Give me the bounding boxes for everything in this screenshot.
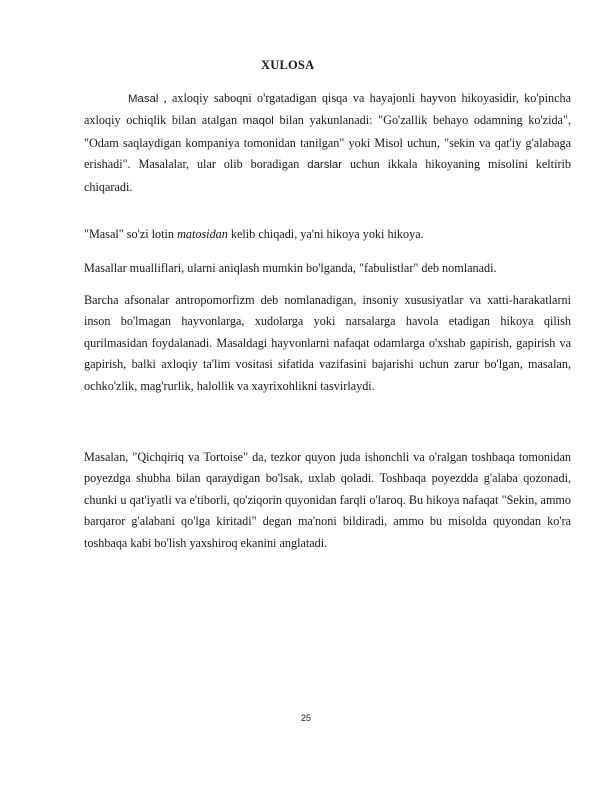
paragraph-anthropomorphism: Barcha afsonalar antropomorfizm deb nomlanadigan, insoniy xususiyatlar va xatti-harakatlarni inson bo'lmagan hayvonlarga, xudolarga yoki narsalarga havola etadigan hikoya qilish qurilmasidan foydalanadi. Masaldagi hayvonlarni nafaqat odamlarga o'xshab gapirish, gapirish va gapirish, balki axloqiy ta'lim vositasi sifatida vazifasini bajarishi uchun zarur bo'lgan, masalan, ochko'zlik, mag'rurlik, halollik va xayrixohlikni tasvirlaydi. (84, 293, 571, 393)
section-title: XULOSA (261, 58, 315, 72)
paragraph-fabulists: Masallar mualliflari, ularni aniqlash mumkin bo'lganda, "fabulistlar" deb nomlanadi. (84, 261, 497, 275)
paragraph-text: uchun ikkala hikoyaning misolini keltirib chiqaradi. (84, 157, 571, 194)
paragraph-text: bilan yakunlanadi: "Go'zallik behayo odamning ko'zida", "Odam saqlaydigan kompaniya tomonidan tanilgan" yoki Misol uchun, "sekin va qat'iy g'alabaga erishadi". Masalalar, ular olib boradigan (84, 113, 571, 172)
paragraph-definition (84, 88, 571, 198)
paragraph-text: "Masal" so'zi lotin (84, 227, 178, 241)
paragraph-text: , axloqiy saboqni o'rgatadigan qisqa va hayajonli hayvon hikoyasidir, ko'pincha axloqiy ochiqlik bilan atalgan (84, 91, 571, 128)
term-darslar: darslar (307, 159, 343, 172)
term-masal: Masal (128, 93, 159, 105)
paragraph-etymology (84, 224, 571, 245)
page-number: 25 (300, 713, 311, 723)
paragraph-text: kelib chiqadi, ya'ni hikoya yoki hikoya. (227, 227, 424, 241)
italic-term: matosidan (177, 227, 228, 241)
paragraph-example: Masalan, "Qichqiriq va Tortoise" da, tezkor quyon juda ishonchli va o'ralgan toshbaqa tomonidan poyezdga shubha bilan qaraydigan bo'lsak, uxlab qoladi. Toshbaqa poyezdda g'alaba qozonadi, chunki u qat'iyatli va e'tiborli, qo'ziqorin quyonidan farqli o'laroq. Bu hikoya nafaqat "Sekin, ammo barqaror g'alabani qo'lga kiritadi" degan ma'noni bildiradi, ammo bu misolda quyondan ko'ra toshbaqa kabi bo'lish yaxshiroq ekanini anglatadi. (84, 450, 571, 550)
term-maqol: maqol (242, 115, 274, 128)
